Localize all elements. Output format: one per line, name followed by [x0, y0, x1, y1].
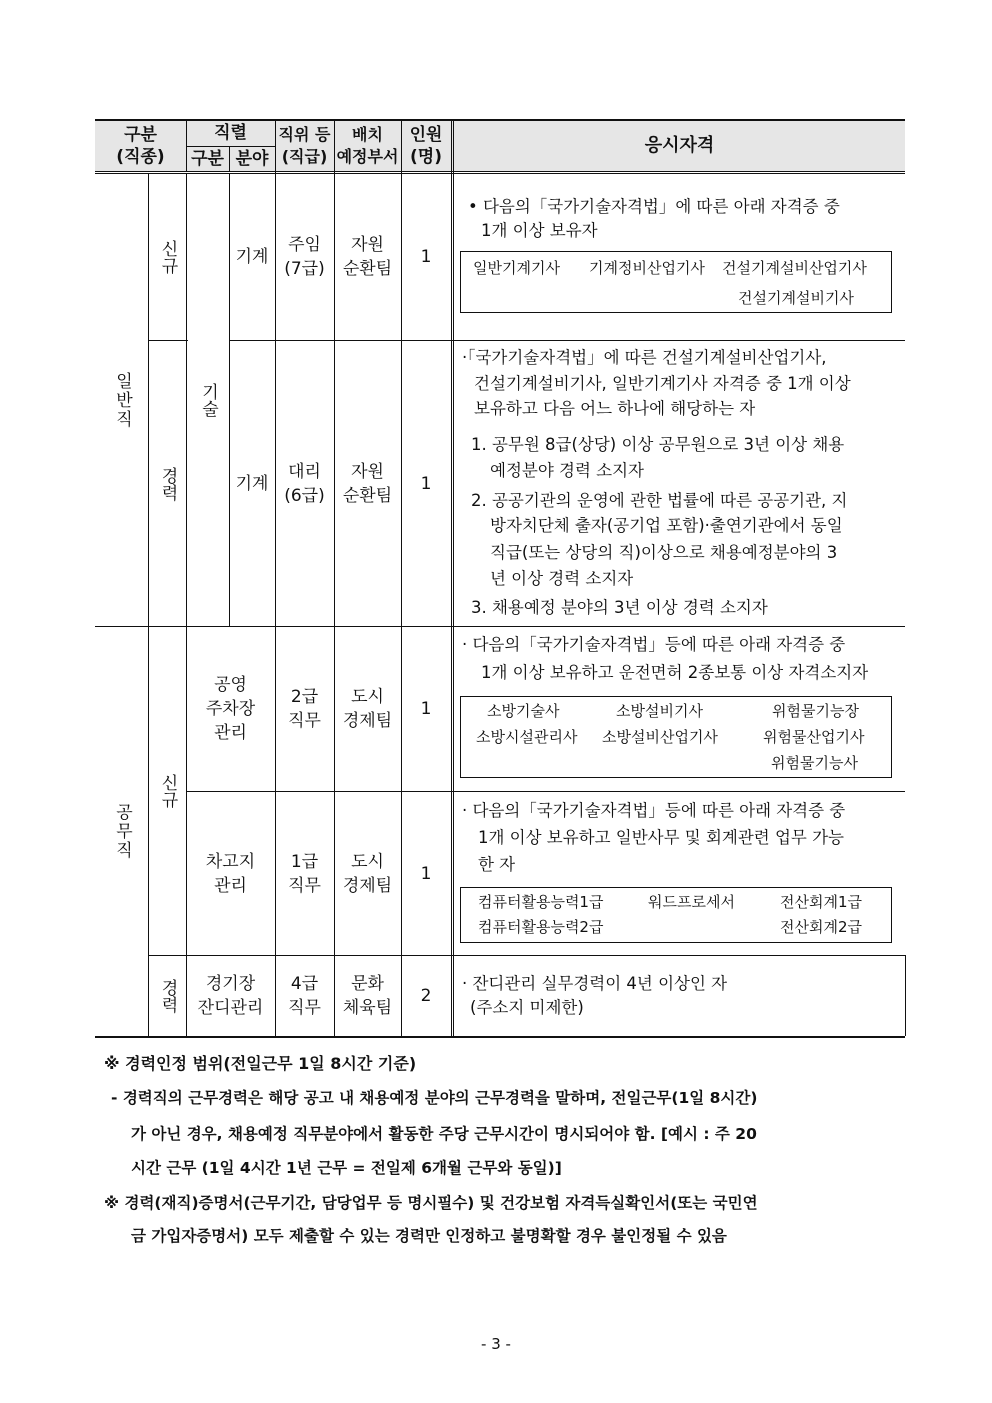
row4-qual-line-1: · 다음의「국가기술자격법」등에 따른 아래 자격증 중: [462, 801, 846, 820]
row3-cert-7: 위험물기능사: [771, 754, 858, 772]
row2-dept: 자원 순환팀: [342, 461, 393, 506]
note-2a: - 경력직의 근무경력은 해당 공고 내 채용예정 분야의 근무경력을 말하며, 전일근무(1일 8시간): [111, 1089, 758, 1107]
row1-cert-2: 기계정비산업기사: [589, 259, 705, 277]
note-1: ※ 경력인정 범위(전일근무 1일 8시간 기준): [104, 1054, 417, 1073]
row4-qual-line-2: 1개 이상 보유하고 일반사무 및 회계관련 업무 가능: [478, 828, 844, 847]
row4-count: 1: [420, 863, 432, 884]
page-number: - 3 -: [481, 1335, 511, 1353]
row3-cert-1: 소방기술사: [487, 702, 560, 720]
row2-count: 1: [420, 473, 432, 494]
row1-qual-line-2: 1개 이상 보유자: [481, 221, 598, 240]
header-jr-gubun: 구분: [191, 149, 224, 169]
col-line-f: [451, 120, 454, 1036]
row1-cert-3: 건설기계설비산업기사: [722, 259, 867, 277]
header-baechi: 배치 예정부서: [336, 125, 399, 166]
subgroup-career-1: 경력: [157, 466, 178, 501]
row2-qual-line-8: 직급(또는 상당의 직)이상으로 채용예정분야의 3: [490, 543, 838, 562]
right-edge-last-row: [905, 955, 906, 1036]
row3-cert-2: 소방설비기사: [616, 702, 703, 720]
row1-cert-4: 건설기계설비기사: [738, 289, 854, 307]
row4-cert-1: 컴퓨터활용능력1급: [478, 893, 604, 911]
row2-qual-line-5: 예정분야 경력 소지자: [490, 461, 644, 480]
subgroup-new-2: 신규: [157, 774, 178, 808]
header-jikwi: 직위 등 (직급): [278, 125, 331, 166]
row3-rank: 2급 직무: [288, 687, 321, 731]
row2-field: 기계: [235, 473, 269, 494]
note-2b: 가 아닌 경우, 채용예정 직무분야에서 활동한 주당 근무시간이 명시되어야 함. [예시 : 주 20: [131, 1125, 757, 1143]
row5-qual-line-2: (주소지 미제한): [470, 998, 584, 1017]
table-bottom-line: [95, 1036, 905, 1038]
row1-field: 기계: [235, 247, 269, 267]
note-3b: 금 가입자증명서) 모두 제출할 수 있는 경력만 인정하고 불명확할 경우 불인정될 수 있음: [131, 1227, 727, 1245]
group-general: 일반직: [112, 371, 132, 429]
row2-qual-line-9: 년 이상 경력 소지자: [490, 569, 634, 588]
row4-cert-4: 컴퓨터활용능력2급: [478, 918, 604, 936]
row3-cert-6: 위험물산업기사: [763, 728, 865, 746]
subgroup-new-1: 신규: [157, 240, 178, 274]
row1-cert-1: 일반기계기사: [473, 259, 560, 277]
row4-field: 차고지 관리: [205, 851, 256, 896]
row4-cert-5: 전산회계2급: [780, 918, 862, 936]
row5-field: 경기장 잔디관리: [197, 974, 264, 1018]
row4-dept: 도시 경제팀: [342, 851, 393, 896]
row4-qual-line-3: 한 자: [478, 855, 516, 874]
row4-rank: 1급 직무: [288, 851, 321, 896]
row3-cert-5: 소방설비산업기사: [602, 728, 718, 746]
row3-count: 1: [420, 699, 432, 719]
row3-qual-line-2: 1개 이상 보유하고 운전면허 2종보통 이상 자격소지자: [481, 663, 869, 682]
header-inwon: 인원 (명): [409, 125, 443, 167]
note-2c: 시간 근무 (1일 4시간 1년 근무 = 전일제 6개월 근무와 동일)]: [131, 1159, 562, 1177]
row3-field: 공영 주차장 관리: [205, 675, 256, 743]
header-qualification: 응시자격: [644, 135, 715, 156]
row5-count: 2: [420, 986, 432, 1006]
row2-qual-line-6: 2. 공공기관의 운영에 관한 법률에 따른 공공기관, 지: [471, 491, 848, 510]
row2-qual-line-10: 3. 채용예정 분야의 3년 이상 경력 소지자: [471, 598, 768, 617]
row3-qual-line-1: · 다음의「국가기술자격법」등에 따른 아래 자격증 중: [462, 635, 846, 654]
row2-qual-line-3: 보유하고 다음 어느 하나에 해당하는 자: [474, 399, 756, 418]
subgroup-career-2: 경력: [157, 979, 178, 1013]
row3-cert-3: 위험물기능장: [772, 702, 859, 720]
row1-qual-line-1: • 다음의「국가기술자격법」에 따른 아래 자격증 중: [468, 197, 840, 216]
row2-qual-line-1: ·「국가기술자격법」에 따른 건설기계설비산업기사,: [462, 348, 827, 367]
header-jikryeol: 직렬: [214, 123, 247, 143]
row1-rank: 주임 (7급): [284, 235, 325, 279]
row2-qual-line-7: 방자치단체 출자(공기업 포함)·출연기관에서 동일: [490, 516, 843, 535]
series-tech: 기술: [198, 383, 218, 417]
row4-cert-3: 전산회계1급: [780, 893, 862, 911]
header-gubun: 구분 (직종): [116, 125, 165, 167]
row2-qual-line-2: 건설기계설비기사, 일반기계기사 자격증 중 1개 이상: [474, 374, 851, 393]
group-civil: 공무직: [112, 803, 132, 860]
note-3a: ※ 경력(재직)증명서(근무기간, 담당업무 등 명시필수) 및 건강보험 자격득실확인서(또는 국민연: [104, 1194, 758, 1212]
row3-dept: 도시 경제팀: [342, 687, 393, 731]
row5-dept: 문화 체육팀: [342, 974, 393, 1018]
row1-count: 1: [420, 247, 432, 267]
row2-rank: 대리 (6급): [284, 461, 325, 506]
row5-qual-line-1: · 잔디관리 실무경력이 4년 이상인 자: [462, 974, 728, 993]
header-jr-bunya: 분야: [235, 149, 269, 169]
row1-dept: 자원 순환팀: [342, 235, 393, 279]
row5-rank: 4급 직무: [288, 974, 321, 1018]
row2-qual-line-4: 1. 공무원 8급(상당) 이상 공무원으로 3년 이상 채용: [471, 435, 845, 454]
row4-cert-2: 워드프로세서: [648, 893, 735, 911]
row3-cert-4: 소방시설관리사: [476, 728, 578, 746]
